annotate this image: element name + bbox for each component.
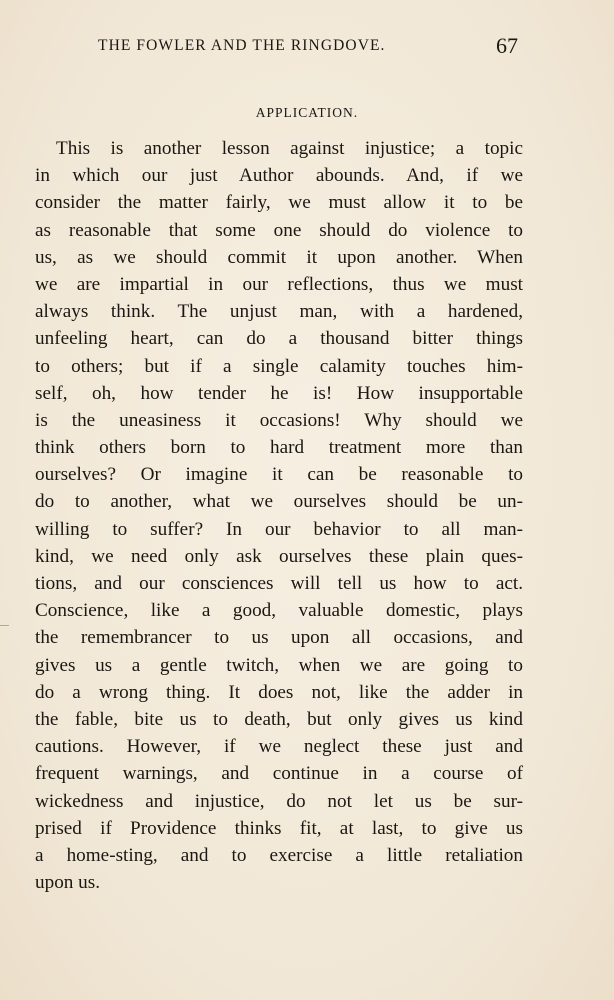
text-line: cautions. However, if we neglect these just and — [35, 736, 523, 758]
text-line: This is another lesson against injustice; a topic — [56, 138, 523, 159]
text-line: to others; but if a single calamity touches him- — [35, 355, 523, 377]
text-line: prised if Providence thinks fit, at last, to give us — [35, 817, 523, 839]
text-line: the remembrancer to us upon all occasions, and — [35, 627, 523, 649]
text-line: in which our just Author abounds. And, if we — [35, 165, 523, 187]
text-line: do a wrong thing. It does not, like the adder in — [35, 681, 523, 703]
text-line: we are impartial in our reflections, thus we must — [35, 273, 523, 295]
text-line: consider the matter fairly, we must allow it to be — [35, 192, 523, 214]
running-head — [98, 33, 518, 63]
margin-mark — [0, 625, 9, 626]
text-line: self, oh, how tender he is! How insupportable — [35, 382, 523, 404]
text-line: upon us. — [35, 872, 101, 894]
running-title: THE FOWLER AND THE RINGDOVE. — [98, 37, 386, 54]
text-line: do to another, what we ourselves should be un- — [35, 491, 523, 513]
text-line: willing to suffer? In our behavior to all man- — [35, 518, 523, 540]
text-line: as reasonable that some one should do violence to — [35, 219, 523, 241]
text-line: kind, we need only ask ourselves these plain ques- — [35, 545, 523, 567]
text-line: think others born to hard treatment more than — [35, 437, 523, 459]
text-line: frequent warnings, and continue in a course of — [35, 763, 523, 785]
text-line: wickedness and injustice, do not let us be sur- — [35, 790, 523, 812]
text-line: unfeeling heart, can do a thousand bitter things — [35, 328, 523, 350]
text-line: a home-sting, and to exercise a little retaliation — [35, 844, 523, 866]
text-line: us, as we should commit it upon another. When — [35, 246, 523, 268]
text-line: always think. The unjust man, with a hardened, — [35, 301, 523, 323]
text-line: the fable, bite us to death, but only gives us kind — [35, 708, 523, 730]
text-line: Conscience, like a good, valuable domestic, plays — [35, 600, 523, 622]
page-number: 67 — [496, 33, 518, 58]
body-paragraph — [35, 135, 523, 896]
text-line: gives us a gentle twitch, when we are going to — [35, 654, 523, 676]
text-line: is the uneasiness it occasions! Why should we — [35, 409, 523, 431]
section-heading: APPLICATION. — [255, 105, 359, 120]
text-line: ourselves? Or imagine it can be reasonable to — [35, 464, 523, 486]
text-line: tions, and our consciences will tell us how to act. — [35, 573, 523, 594]
